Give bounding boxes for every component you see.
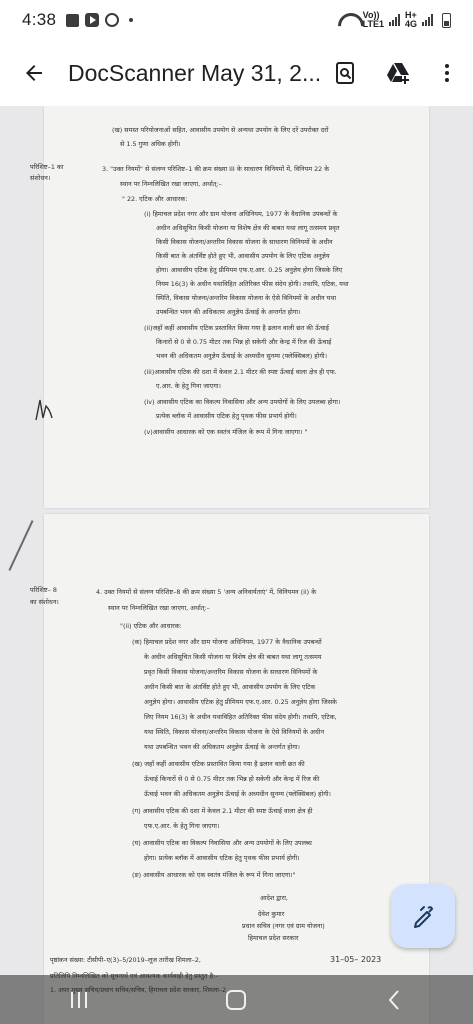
doc-line: प्रवृत किसी विकास योजना/अन्तरिम विकास योजना के साधारण विनियमों के (144, 668, 318, 676)
doc-line: (ङ) आवासीय आधारक को एक स्वतंत्र मंजिल के रूप में गिना जाएगा।" (132, 871, 296, 879)
document-title: DocScanner May 31, 2... (68, 59, 322, 86)
doc-line: ए.आर. के हेतु गिना जाएगा। (156, 382, 221, 390)
doc-line: ऊँचाई किनारों से 0 से 0.75 मीटर तक भिन्न हो सकेगी और केन्द्र में रिज की (144, 775, 320, 783)
doc-line: से 1.5 गुणा अधिक होगी। (120, 140, 181, 148)
network2-label: H+ 4G (404, 10, 417, 29)
doc-line: (घ) आवासीय एटिक का विकल्प निवासिया और अन्य उपयोगों के लिए उपलब्ध (132, 839, 312, 847)
doc-line: भवन की अधिकतम अनुज्ञेय ऊँचाई के अध्यधीन सुनम्य (फ्लेक्सिबल) होगी। (156, 352, 328, 360)
add-to-drive-button[interactable] (377, 51, 421, 95)
doc-line: हिमाचल प्रदेश सरकार (248, 934, 299, 942)
doc-line: (ग) आवासीय एटिक की दशा में केवल 2.1 मीटर की स्पष्ट ऊँचाई वाला क्षेत्र ही (132, 807, 313, 815)
margin-note: का संशोधन। (30, 598, 59, 606)
more-notifications-dot-icon (129, 18, 133, 22)
doc-line: (क) हिमाचल प्रदेश नगर और ग्राम योजना अधिनियम, 1977 के वैधानिक उपबन्धों (132, 638, 322, 646)
doc-line: (ii)जहाँ कहीं आवासीय एटिक प्रस्तावित किया गया है ढलान वाली छत की ऊँचाई (144, 324, 329, 332)
doc-line: किसी बात के अंतर्विष्ट होते हुए भी, आवासीय उपयोग के लिए एटिक अनुज्ञेय (156, 252, 330, 260)
doc-line: स्थिति, विकास योजना/अन्तरिम विकास योजना के ऐसे विनियमों के अधीन यथा (156, 294, 336, 302)
doc-line: यथा उपबन्धित भवन की अधिकतम अनुज्ञेय ऊँचाई के अन्तर्गत होगा। (144, 743, 300, 751)
recents-icon (68, 991, 90, 1009)
gallery-icon (66, 14, 79, 27)
status-time: 4:38 (22, 10, 57, 29)
doc-line: नियम 16(3) के अधीन यथाविहित अतिरिक्त फीस संदेय होगी। तथापि, एटिक, यथा (156, 280, 349, 288)
more-options-button[interactable] (425, 51, 469, 95)
whatsapp-icon (105, 13, 119, 27)
battery-icon (442, 13, 451, 28)
margin-note: परिशिष्ट–1 का (30, 163, 64, 171)
signal2-icon (422, 14, 433, 26)
wifi-icon (338, 13, 358, 27)
doc-line: (i) हिमाचल प्रदेश नगर और ग्राम योजना अधिनियम, 1977 के वैधानिक उपबन्धों के (144, 210, 338, 218)
handwritten-date: 31–05– 2023 (330, 955, 382, 964)
more-vert-icon (435, 61, 459, 85)
margin-note: परिशिष्ट– 8 (30, 586, 57, 594)
doc-line: 4. उक्त नियमों से संलग्न परिशिष्ट–8 की क्रम संख्या 5 'अन्य अनिवार्यताएं' में, विनियमन (ii) के (96, 588, 317, 596)
doc-line: (iii)आवासीय एटिक की दशा में केवल 2.1 मीटर की स्पष्ट ऊँचाई वाला क्षेत्र ही एफ. (144, 368, 337, 376)
doc-line: (ख) जहाँ कहीं आवासीय एटिक प्रस्तावित किया गया है ढलान वाली छत की (132, 760, 305, 768)
system-back-button[interactable] (364, 978, 424, 1022)
doc-line: किसी विकास योजना/अन्तरिम विकास योजना के साधारण विनियमों के अधीन (156, 238, 333, 246)
doc-line: अधीन किसी बात के अंतर्विष्ट होते हुए भी, आवासीय उपयोग के लिए एटिक (144, 683, 316, 691)
doc-line: लिए नियम 16(3) के अधीन यथाविहित अतिरिक्त फीस संदेय होगी। तथापि, एटिक, (144, 713, 337, 721)
youtube-icon (85, 13, 99, 27)
arrow-back-icon (22, 61, 46, 85)
network-label: Vo)) LTE1 (362, 10, 384, 29)
notification-icons (66, 13, 133, 27)
doc-line: "(ii) एटिक और आधारक: (120, 622, 182, 630)
back-button[interactable] (6, 45, 62, 101)
doc-line: अधीन अधिसूचित किसी योजना या विशेष क्षेत्र की बाबत यथा लागू तत्समय प्रवृत (156, 224, 340, 232)
document-page-2 (30, 514, 429, 1024)
doc-line: ऊँचाई भवन की अधिकतम अनुज्ञेय ऊँचाई के अध्यधीन सुनम्य (फ्लेक्सिबल) होगी। (144, 790, 331, 798)
doc-line: यथा स्थिति, विकास योजना/अन्तरिम विकास योजना के ऐसे विनियमों के अधीन (144, 728, 324, 736)
margin-note: संशोधन। (30, 174, 51, 182)
navigation-bar (0, 975, 473, 1024)
doc-line: अनुज्ञेय होगा। आवासीय एटिक हेतु प्रीमियम एफ.ए.आर. 0.25 अनुज्ञेय होगा जिसके (144, 698, 337, 706)
edit-pen-icon (410, 903, 436, 929)
home-icon (225, 989, 247, 1011)
pen-stroke-mark (8, 520, 33, 571)
doc-line: स्थान पर निम्नलिखित रखा जाएगा, अर्थात्:– (120, 180, 222, 188)
doc-line: (v)आवासीय आधारक को एक स्वतंत्र मंजिल के रूप में गिना जाएगा। " (144, 428, 308, 436)
doc-line: (iv) आवासीय एटिक का विकल्प निवासिया और अन्य उपयोगों के लिए उपलब्ध होगा। (144, 398, 341, 406)
system-icons (338, 11, 451, 29)
status-bar (0, 0, 473, 40)
recents-button[interactable] (49, 978, 109, 1022)
doc-line: स्थान पर निम्नलिखित रखा जाएगा, अर्थात्:– (108, 604, 210, 612)
app-bar (0, 40, 473, 106)
doc-line: एफ.ए.आर. के हेतु गिना जाएगा। (144, 822, 220, 830)
doc-line: देवेश कुमार (258, 910, 285, 918)
nav-back-icon (387, 989, 401, 1011)
doc-line: 3. "उक्त नियमों" से संलग्न परिशिष्ट–1 की क्रम संख्या III के साधारण विनियमों में, विनियम 22 के (102, 165, 330, 173)
doc-line: प्रधान सचिव (नगर एवं ग्राम योजना) (242, 922, 325, 930)
initials-signature-icon (34, 396, 54, 424)
doc-line: उपबन्धित भवन की अधिकतम अनुज्ञेय ऊँचाई के अन्तर्गत होगा। (156, 308, 301, 316)
doc-line: (ख) समस्त परियोजनाओं सहित, आवासीय उपयोग से अन्यथा उपयोग के लिए दरें उपरोक्त दरों (112, 126, 329, 134)
doc-line: आदेश द्वारा, (260, 894, 288, 902)
doc-line: पृष्ठांकन संख्या: टीसीपी–ए(3)–5/2019–लूज तारीख शिमला–2, (50, 956, 201, 964)
doc-line: " 22. एटिक और आधारक: (122, 195, 188, 203)
signal-icon (389, 14, 400, 26)
find-in-page-icon (333, 61, 357, 85)
doc-line: किनारों से 0 से 0.75 मीटर तक भिन्न हो सकेगी और केन्द्र में रिज की ऊँचाई (156, 338, 332, 346)
document-page-1 (30, 106, 429, 508)
doc-line: के अधीन अधिसूचित किसी योजना या विशेष क्षेत्र की बाबत यथा लागू तत्समय (144, 653, 322, 661)
edit-fab-button[interactable] (391, 884, 455, 948)
add-to-drive-icon (386, 61, 412, 85)
find-in-page-button[interactable] (323, 51, 367, 95)
home-button[interactable] (206, 978, 266, 1022)
doc-line: होगा। आवासीय एटिक हेतु प्रीमियम एफ.ए.आर. 0.25 अनुज्ञेय होगा जिसके लिए (156, 266, 343, 274)
doc-line: होगा। प्रत्येक ब्लॉक में आवासीय एटिक हेतु पृथक फीस प्रभार्य होगी। (144, 854, 300, 862)
doc-line: प्रत्येक ब्लॉक में आवासीय एटिक हेतु पृथक फीस प्रभार्य होगी। (156, 412, 297, 420)
